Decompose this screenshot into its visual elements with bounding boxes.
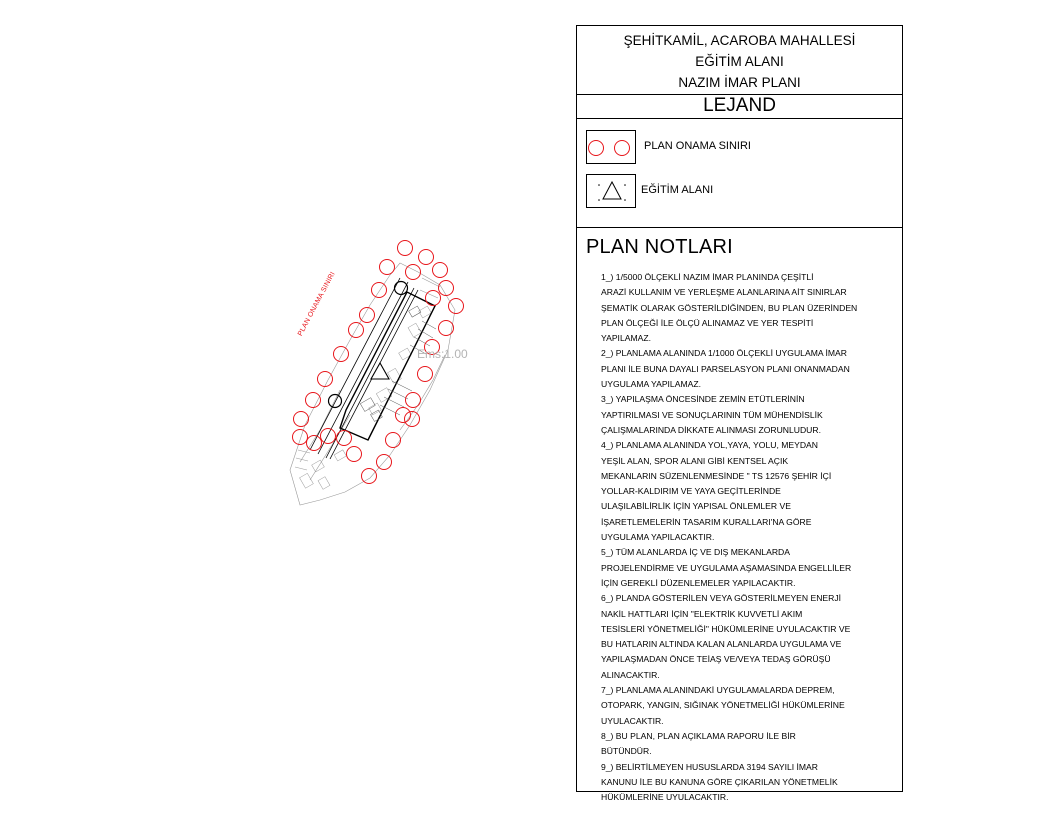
legend-heading: LEJAND: [703, 95, 776, 116]
plan-note-line: HÜKÜMLERİNE UYULACAKTIR.: [601, 792, 729, 803]
boundary-circle: [347, 447, 362, 462]
plan-note-line: 2_) PLANLAMA ALANINDA 1/1000 ÖLÇEKLİ UYGULAMA İMAR: [601, 348, 847, 359]
red-circles-icon: [587, 131, 637, 165]
legend-swatch-education: [586, 174, 636, 208]
boundary-circle: [433, 263, 448, 278]
plan-note-item: [601, 545, 901, 591]
plan-note-line: YAPTIRILMASI VE SONUÇLARININ TÜM MÜHENDİSLİK: [601, 409, 823, 420]
plan-note-item: [601, 683, 901, 729]
plan-note-line: PLAN ÖLÇEĞİ İLE ÖLÇÜ ALINAMAZ VE YER TESPİTİ: [601, 317, 814, 328]
map-drawing: [250, 230, 490, 520]
legend-label-boundary: PLAN ONAMA SINIRI: [644, 140, 751, 152]
plan-note-line: 3_) YAPILAŞMA ÖNCESİNDE ZEMİN ETÜTLERİNİN: [601, 394, 805, 405]
plan-map: [250, 230, 490, 520]
plan-title-line: EĞİTİM ALANI: [695, 54, 784, 69]
plan-notes-heading: PLAN NOTLARI: [586, 236, 733, 258]
plan-note-line: UYULACAKTIR.: [601, 715, 664, 726]
divider: [577, 118, 902, 119]
plan-note-item: [601, 760, 901, 806]
building-blocks: [300, 306, 432, 489]
plan-note-line: ŞEMATİK OLARAK GÖSTERİLDİĞİNDEN, BU PLAN ÜZERİNDEN: [601, 302, 858, 313]
boundary-circle: [439, 281, 454, 296]
plan-note-line: BÜTÜNDÜR.: [601, 746, 652, 757]
plan-note-line: NAKİL HATTLARI İÇİN "ELEKTRİK KUVVETLİ AKIM: [601, 608, 803, 619]
boundary-circle: [418, 367, 433, 382]
legend-label-education: EĞİTİM ALANI: [641, 184, 714, 196]
divider: [577, 227, 902, 228]
plan-note-line: PROJELENDİRME VE UYGULAMA AŞAMASINDA ENGELLİLER: [601, 562, 852, 573]
plan-note-line: MEKANLARIN SÜZENLENMESİNDE " TS 12576 ŞEHİR İÇİ: [601, 470, 832, 481]
plan-note-item: [601, 346, 901, 392]
boundary-circle: [372, 283, 387, 298]
boundary-circle: [449, 299, 464, 314]
road-node-south: [329, 395, 342, 408]
plan-note-line: ALINACAKTIR.: [601, 669, 660, 680]
plan-note-line: UYGULAMA YAPILACAKTIR.: [601, 532, 715, 543]
plan-boundary-map-label: PLAN ONAMA SINIRI: [297, 270, 337, 338]
boundary-circle: [396, 408, 411, 423]
plan-note-item: [601, 591, 901, 683]
plan-note-line: BU HATLARIN ALTINDA KALAN ALANLARDA UYGULAMA VE: [601, 639, 842, 650]
boundary-circle: [362, 469, 377, 484]
plan-note-item: [601, 392, 901, 438]
plan-note-line: 9_) BELİRTİLMEYEN HUSUSLARDA 3194 SAYILI İMAR: [601, 761, 818, 772]
boundary-circle: [293, 430, 308, 445]
plan-note-item: [601, 270, 901, 346]
boundary-circle: [306, 393, 321, 408]
boundary-circle: [398, 241, 413, 256]
plan-note-line: ULAŞILABİLİRLİK İÇİN YAPISAL ÖNLEMLER VE: [601, 501, 791, 512]
legend-item-education: [586, 174, 886, 208]
plan-boundary-circles: [293, 241, 464, 484]
plan-note-line: YEŞİL ALAN, SPOR ALANI GİBİ KENTSEL AÇIK: [601, 455, 789, 466]
legend-swatch-boundary: [586, 130, 636, 164]
plan-notes-list: [601, 270, 901, 805]
plan-note-line: ÇALIŞMALARINDA DİKKATE ALINMASI ZORUNLUDUR.: [601, 424, 821, 435]
plan-note-line: OTOPARK, YANGIN, SIĞINAK YÖNETMELİĞİ HÜKÜMLERİNE: [601, 700, 845, 711]
plan-note-line: 8_) BU PLAN, PLAN AÇIKLAMA RAPORU İLE BİR: [601, 730, 796, 741]
boundary-circle: [294, 412, 309, 427]
plan-note-line: PLANI İLE BUNA DAYALI PARSELASYON PLANI ONANMADAN: [601, 363, 850, 374]
plan-title-line: ŞEHİTKAMİL, ACAROBA MAHALLESİ: [623, 33, 856, 48]
map-elevation-label: Ems:1.00: [417, 347, 468, 361]
plan-note-line: 4_) PLANLAMA ALANINDA YOL,YAYA, YOLU, MEYDAN: [601, 440, 818, 451]
plan-note-line: İÇİN GEREKLİ DÜZENLEMELER YAPILACAKTIR.: [601, 577, 796, 588]
plan-note-line: YAPILAŞMADAN ÖNCE TEİAŞ VE/VEYA TEDAŞ GÖRÜŞÜ: [601, 654, 831, 665]
boundary-circle: [334, 347, 349, 362]
plan-note-line: ARAZİ KULLANIM VE YERLEŞME ALANLARINA AİT SINIRLAR: [601, 287, 847, 298]
plan-note-line: 5_) TÜM ALANLARDA İÇ VE DIŞ MEKANLARDA: [601, 547, 790, 558]
parcel-hatch: [360, 306, 436, 421]
boundary-circle: [380, 260, 395, 275]
plan-note-line: 7_) PLANLAMA ALANINDAKİ UYGULAMALARDA DEPREM,: [601, 685, 835, 696]
plan-note-item: [601, 438, 901, 545]
plan-note-line: 6_) PLANDA GÖSTERİLEN VEYA GÖSTERİLMEYEN ENERJİ: [601, 593, 842, 604]
boundary-circle: [386, 433, 401, 448]
boundary-circle: [419, 250, 434, 265]
triangle-icon: [587, 175, 637, 209]
plan-title-line: NAZIM İMAR PLANI: [678, 75, 801, 90]
plan-title-block: [577, 26, 902, 94]
plan-note-line: YOLLAR-KALDIRIM VE YAYA GEÇİTLERİNDE: [601, 486, 781, 497]
plan-note-line: YAPILAMAZ.: [601, 333, 651, 344]
plan-note-line: İŞARETLEMELERİN TASARIM KURALLARI'NA GÖRE: [601, 516, 812, 527]
boundary-circle: [439, 321, 454, 336]
boundary-circle: [321, 429, 336, 444]
plan-note-line: UYGULAMA YAPILAMAZ.: [601, 379, 701, 390]
plan-note-line: TESİSLERİ YÖNETMELİĞİ" HÜKÜMLERİNE UYULACAKTIR VE: [601, 623, 851, 634]
plan-note-item: [601, 729, 901, 760]
boundary-circle: [406, 393, 421, 408]
boundary-circle: [318, 372, 333, 387]
legend-item-boundary: [586, 130, 886, 164]
boundary-circle: [426, 291, 441, 306]
road-band: [310, 278, 418, 459]
plan-note-line: 1_) 1/5000 ÖLÇEKLİ NAZIM İMAR PLANINDA ÇEŞİTLİ: [601, 272, 814, 282]
plan-note-line: KANUNU İLE BU KANUNA GÖRE ÇIKARILAN YÖNETMELİK: [601, 776, 838, 787]
legend-panel: [576, 25, 903, 803]
road-node-north: [395, 282, 408, 295]
